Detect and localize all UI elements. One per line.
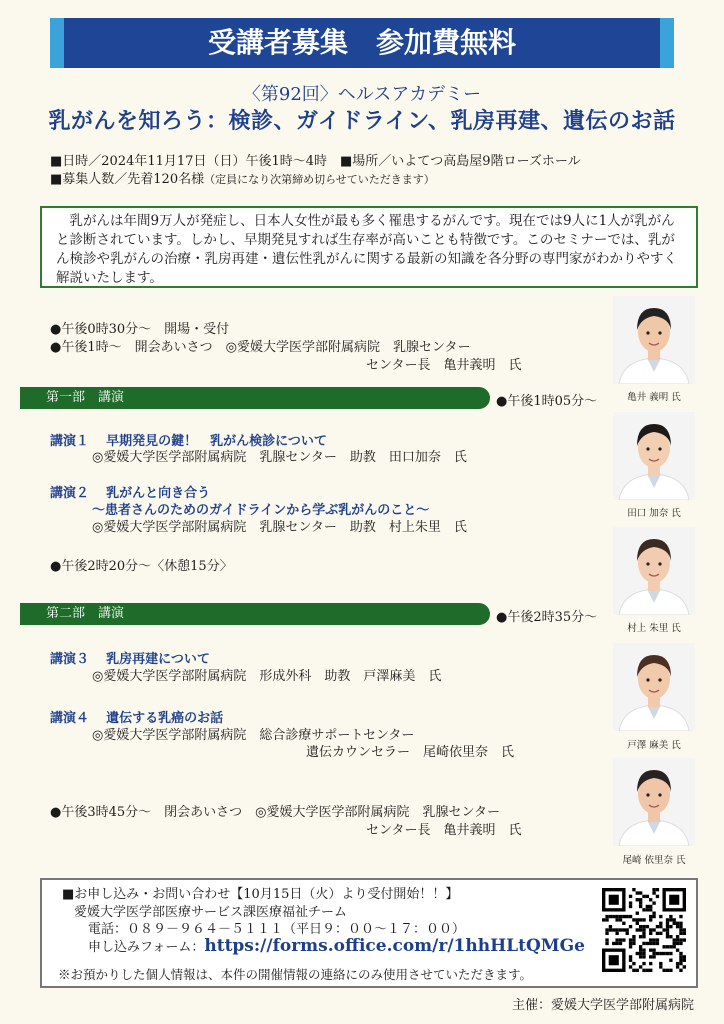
lecture-label: 講演１ — [50, 434, 90, 449]
lecture-title: 早期発見の鍵！ 乳がん検診について — [106, 434, 327, 449]
speaker-caption: 田口 加奈 氏 — [627, 508, 681, 519]
schedule-closing-speaker: センター長 亀井義明 氏 — [366, 823, 522, 838]
lecture-label: 講演２ — [50, 486, 90, 501]
form-label: 申し込みフォーム： — [88, 940, 205, 955]
lecture-title: 乳がんと向き合う — [106, 486, 211, 501]
schedule-open: ●午後0時30分～ 開場・受付 — [50, 322, 230, 337]
speaker-caption: 村上 朱里 氏 — [627, 623, 681, 634]
form-url-link[interactable]: https://forms.office.com/r/1hhHLtQMGe — [204, 936, 585, 956]
contact-form — [88, 936, 585, 956]
part2-bar: 第二部 講演 — [20, 603, 490, 625]
capacity-note: （定員になり次第締め切らせていただきます） — [204, 173, 435, 186]
lecture-4-speaker-role: 遺伝カウンセラー 尾崎依里奈 氏 — [306, 745, 515, 760]
lecture-label: 講演３ — [50, 652, 90, 667]
lecture-3-speaker: ◎愛媛大学医学部附属病院 形成外科 助教 戸澤麻美 氏 — [92, 669, 442, 684]
contact-phone: 電話：０８９－９６４－５１１１（平日９：００～１７：００） — [88, 922, 466, 937]
page-title: 乳がんを知ろう：検診、ガイドライン、乳房再建、遺伝のお話 — [48, 108, 676, 134]
lecture-2-speaker: ◎愛媛大学医学部附属病院 乳腺センター 助教 村上朱里 氏 — [92, 520, 467, 535]
lecture-label: 講演４ — [50, 711, 90, 726]
schedule-closing: ●午後3時45分～ 閉会あいさつ ◎愛媛大学医学部附属病院 乳腺センター — [50, 805, 500, 820]
privacy-note: ※お預かりした個人情報は、本件の開催情報の連絡にのみ使用させていただきます。 — [58, 967, 533, 982]
series-title: 〈第92回〉ヘルスアカデミー — [242, 84, 482, 105]
part1-bar: 第一部 講演 — [20, 387, 490, 409]
intro-box: 乳がんは年間9万人が発症し、日本人女性が最も多く罹患するがんです。現在では9人に1人が乳がんと診断されています。しかし、早期発見すれば生存率が高いことも特徴です。このセミナーでは、乳がん検診や乳がんの治療・乳房再建・遺伝性乳がんに関する最新の知識を各分野の専門家がわかりやすく解説いたします。 — [40, 206, 698, 288]
header-banner: 受講者募集 参加費無料 — [50, 18, 674, 68]
speaker-caption: 亀井 義明 氏 — [627, 392, 681, 403]
speaker-photo — [613, 296, 695, 384]
speaker-photo — [613, 527, 695, 615]
speaker-caption: 尾崎 依里奈 氏 — [622, 855, 686, 866]
schedule-break: ●午後2時20分～〈休憩15分〉 — [50, 559, 233, 574]
speaker-photo — [613, 412, 695, 500]
host-organization: 主催：愛媛大学医学部附属病院 — [511, 998, 694, 1013]
qr-code-icon[interactable] — [602, 888, 686, 972]
speaker-photo — [613, 643, 695, 731]
event-capacity — [50, 168, 435, 187]
contact-heading: ■お申し込み・お問い合わせ【10月15日（火）より受付開始！！】 — [62, 887, 459, 902]
lecture-title: 遺伝する乳癌のお話 — [106, 711, 224, 726]
capacity-text: ■募集人数／先着120名様 — [50, 172, 205, 187]
event-datetime-location: ■日時／2024年11月17日（日）午後1時～4時 ■場所／いよてつ高島屋9階ローズホール — [50, 154, 581, 169]
part1-time: ●午後1時05分～ — [496, 394, 598, 409]
speaker-photo — [613, 758, 695, 846]
lecture-4-speaker: ◎愛媛大学医学部附属病院 総合診療サポートセンター — [92, 728, 415, 743]
schedule-greeting: ●午後1時～ 開会あいさつ ◎愛媛大学医学部附属病院 乳腺センター — [50, 340, 471, 355]
part2-time: ●午後2時35分～ — [496, 610, 598, 625]
lecture-title: 乳房再建について — [106, 652, 210, 667]
lecture-2-subtitle: ～患者さんのためのガイドラインから学ぶ乳がんのこと～ — [92, 503, 430, 518]
lecture-1-speaker: ◎愛媛大学医学部附属病院 乳腺センター 助教 田口加奈 氏 — [92, 450, 467, 465]
schedule-greeting-speaker: センター長 亀井義明 氏 — [366, 358, 522, 373]
speaker-caption: 戸澤 麻美 氏 — [627, 740, 681, 751]
contact-org: 愛媛大学医学部医療サービス課医療福祉チーム — [74, 905, 348, 920]
